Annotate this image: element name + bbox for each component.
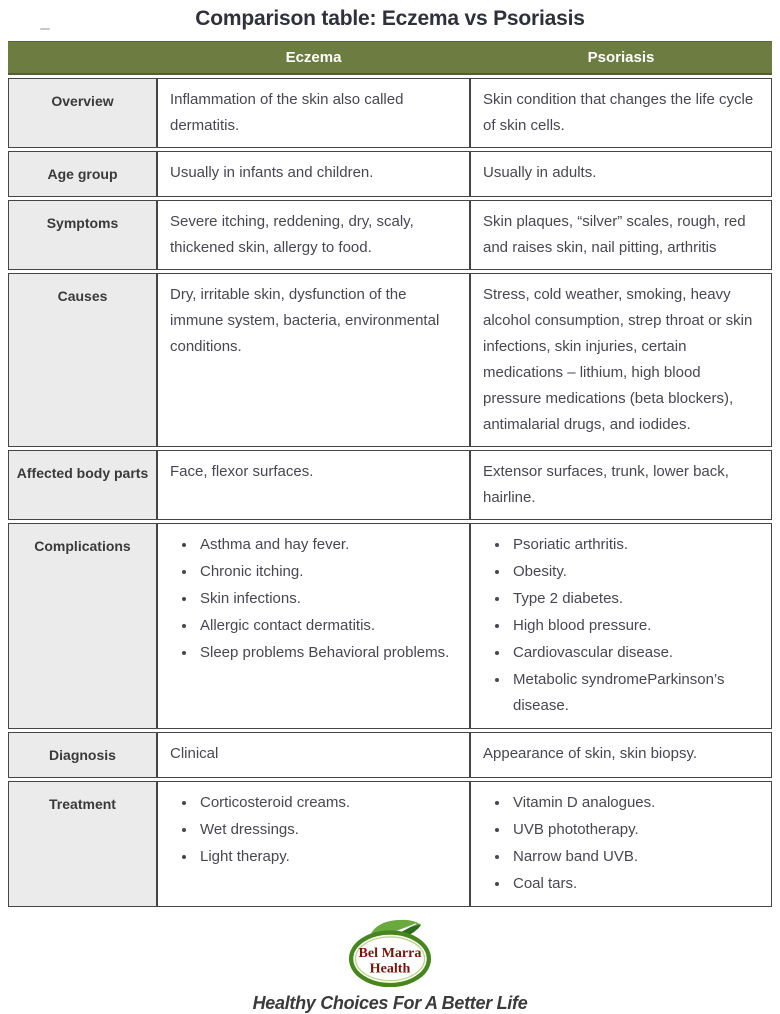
cell-text: Face, flexor surfaces. — [170, 463, 314, 480]
table-header-row — [8, 41, 772, 75]
row-label: Causes — [8, 273, 157, 447]
cell-text: Skin plaques, “silver” scales, rough, red and raises skin, nail pitting, arthritis — [483, 213, 746, 256]
bullet-item: • Type 2 diabetes. — [510, 586, 759, 612]
row-label: Overview — [8, 78, 157, 148]
cell-text: Usually in adults. — [483, 164, 597, 181]
bullet-list — [483, 790, 759, 897]
psoriasis-cell — [470, 151, 772, 197]
table-row — [8, 450, 772, 520]
row-label: Symptoms — [8, 200, 157, 270]
cell-text: Extensor surfaces, trunk, lower back, hairline. — [483, 463, 729, 506]
psoriasis-cell — [470, 781, 772, 907]
header-empty-cell — [8, 41, 157, 75]
comparison-table — [8, 38, 772, 910]
table-row — [8, 151, 772, 197]
eczema-cell — [157, 732, 470, 778]
bullet-list — [483, 532, 759, 719]
bullet-item: • Skin infections. — [197, 586, 457, 612]
bullet-list — [170, 790, 457, 870]
bullet-item: • Metabolic syndromeParkinson’s disease. — [510, 667, 759, 719]
bullet-item: • Obesity. — [510, 559, 759, 585]
row-label: Diagnosis — [8, 732, 157, 778]
cell-text: Dry, irritable skin, dysfunction of the immune system, bacteria, environmental conditions. — [170, 286, 440, 355]
table-row — [8, 200, 772, 270]
bullet-item: • Psoriatic arthritis. — [510, 532, 759, 558]
bullet-item: • Coal tars. — [510, 871, 759, 897]
bullet-list — [170, 532, 457, 666]
psoriasis-cell — [470, 732, 772, 778]
row-label: Treatment — [8, 781, 157, 907]
stray-mark — [40, 28, 50, 30]
bullet-item: • Light therapy. — [197, 844, 457, 870]
bullet-item: • Corticosteroid creams. — [197, 790, 457, 816]
cell-text: Usually in infants and children. — [170, 164, 374, 181]
bullet-item: • Vitamin D analogues. — [510, 790, 759, 816]
psoriasis-cell — [470, 273, 772, 447]
row-label: Age group — [8, 151, 157, 197]
eczema-cell — [157, 200, 470, 270]
cell-text: Inflammation of the skin also called dermatitis. — [170, 91, 404, 134]
bel-marra-health-logo — [341, 917, 439, 987]
logo-text-line2: Health — [369, 960, 411, 977]
table-row — [8, 78, 772, 148]
bullet-item: • Cardiovascular disease. — [510, 640, 759, 666]
bullet-item: • High blood pressure. — [510, 613, 759, 639]
bullet-item: • Sleep problems Behavioral problems. — [197, 640, 457, 666]
cell-text: Skin condition that changes the life cycle of skin cells. — [483, 91, 754, 134]
psoriasis-cell — [470, 450, 772, 520]
psoriasis-cell — [470, 78, 772, 148]
eczema-cell — [157, 273, 470, 447]
bullet-item: • UVB phototherapy. — [510, 817, 759, 843]
header-eczema: Eczema — [157, 41, 470, 75]
cell-text: Stress, cold weather, smoking, heavy alcohol consumption, strep throat or skin infections, skin injuries, certain medications – lithium, high blood pressure medications (beta blockers), antimalarial drugs, and iodides. — [483, 286, 753, 433]
table-row — [8, 781, 772, 907]
psoriasis-cell — [470, 523, 772, 729]
table-row — [8, 732, 772, 778]
bullet-item: • Narrow band UVB. — [510, 844, 759, 870]
table-row — [8, 523, 772, 729]
cell-text: Clinical — [170, 745, 219, 762]
eczema-cell — [157, 78, 470, 148]
psoriasis-cell — [470, 200, 772, 270]
page-title: Comparison table: Eczema vs Psoriasis — [195, 7, 585, 30]
eczema-cell — [157, 781, 470, 907]
cell-text: Severe itching, reddening, dry, scaly, thickened skin, allergy to food. — [170, 213, 414, 256]
row-label: Affected body parts — [8, 450, 157, 520]
tagline: Healthy Choices For A Better Life — [252, 993, 528, 1013]
footer — [0, 917, 780, 1014]
cell-text: Appearance of skin, skin biopsy. — [483, 745, 698, 762]
bullet-item: • Asthma and hay fever. — [197, 532, 457, 558]
eczema-cell — [157, 450, 470, 520]
header-psoriasis: Psoriasis — [470, 41, 772, 75]
bullet-item: • Allergic contact dermatitis. — [197, 613, 457, 639]
bullet-item: • Chronic itching. — [197, 559, 457, 585]
eczema-cell — [157, 151, 470, 197]
table-row — [8, 273, 772, 447]
logo-text-line1: Bel Marra — [358, 944, 422, 961]
table-header — [8, 41, 772, 75]
bullet-item: • Wet dressings. — [197, 817, 457, 843]
comparison-table-body — [8, 78, 772, 907]
eczema-cell — [157, 523, 470, 729]
row-label: Complications — [8, 523, 157, 729]
